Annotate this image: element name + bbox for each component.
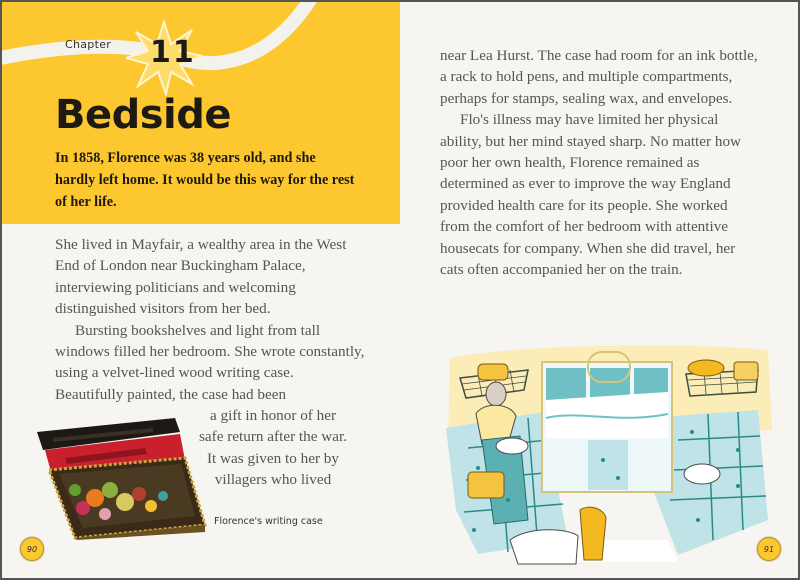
page-number: 90 (20, 537, 44, 561)
train-illustration (438, 340, 783, 570)
chapter-label: Chapter (65, 38, 112, 51)
text-line: villagers who lived (214, 471, 332, 489)
left-body-text (55, 234, 365, 405)
chapter-intro: In 1858, Florence was 38 years old, and she hardly left home. It would be this way for the rest of her life. (55, 150, 355, 210)
writing-case-image (35, 410, 207, 540)
wrapped-text (188, 405, 358, 491)
page-number: 91 (757, 537, 781, 561)
chapter-number: 11 (150, 35, 196, 70)
text-line: safe return after the war. (199, 428, 347, 446)
image-caption: Florence's writing case (214, 516, 323, 527)
paragraph: Flo's illness may have limited her physical ability, but her mind stayed sharp. No matter how poor her own health, Florence remained as determined as ever to improve the way England provided health care for its people. She worked from the comfort of her bedroom with attentive housecats for company. When she did travel, her cats often accompanied her on the train. (440, 111, 742, 279)
paragraph: She lived in Mayfair, a wealthy area in the West End of London near Buckingham Palace, interviewing politicians and welcoming distinguished visitors from her bed. (55, 236, 347, 318)
right-body-text (440, 45, 760, 280)
text-line: a gift in honor of her (209, 407, 337, 424)
chapter-banner (0, 0, 400, 224)
text-line: It was given to her by (206, 449, 339, 467)
chapter-title: Bedside (55, 92, 232, 138)
paragraph: near Lea Hurst. The case had room for an ink bottle, a rack to hold pens, and multiple compartments, perhaps for stamps, sealing wax, and envelopes. (440, 47, 758, 107)
paragraph: Bursting bookshelves and light from tall windows filled her bedroom. She wrote constantly, using a velvet-lined wood writing case. Beautifully painted, the case had been (55, 321, 365, 403)
